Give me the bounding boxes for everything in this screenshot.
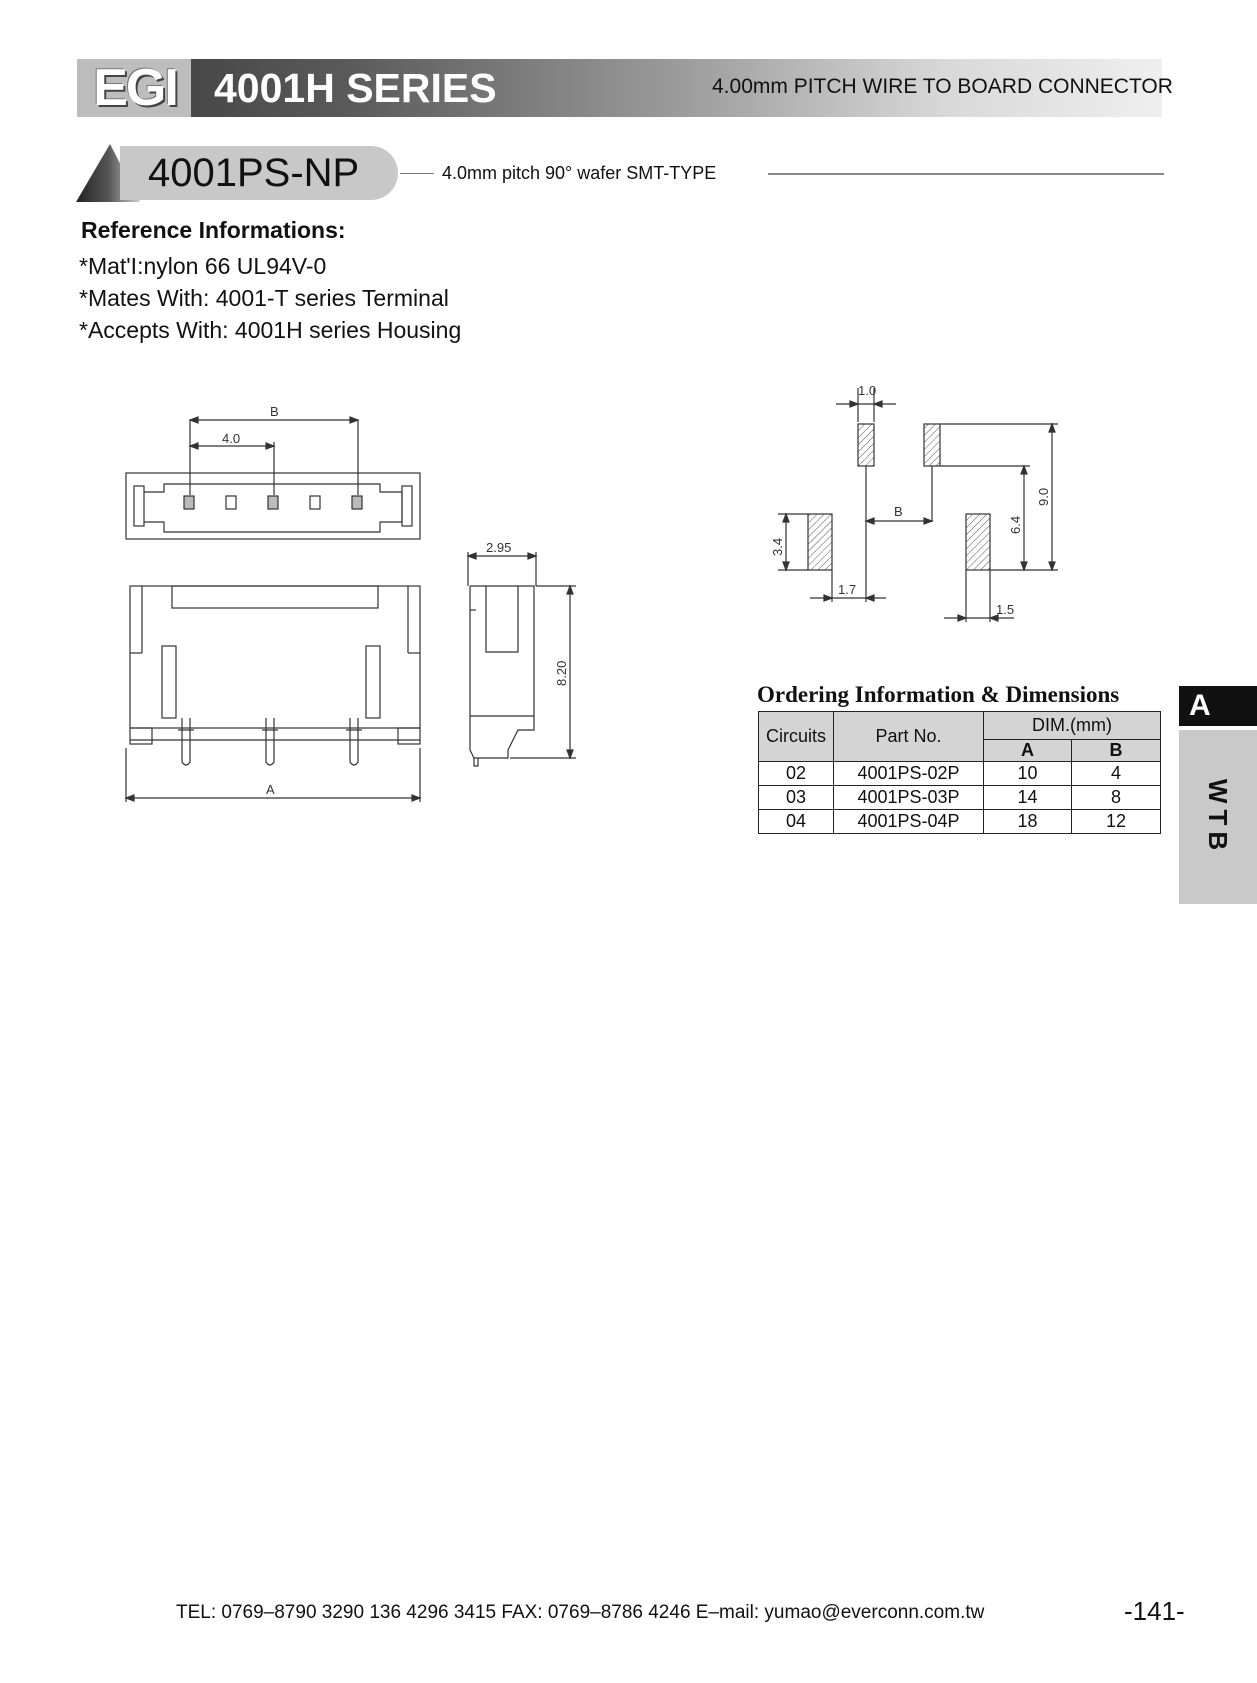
reference-heading: Reference Informations: bbox=[81, 217, 346, 243]
connector-drawing bbox=[110, 400, 610, 810]
table-row bbox=[759, 762, 1161, 786]
dim-label-pad-width-top: 1.0 bbox=[858, 383, 877, 398]
product-description: 4.0mm pitch 90° wafer SMT-TYPE bbox=[442, 163, 717, 183]
dim-label-footprint-b: B bbox=[894, 504, 903, 519]
divider-line bbox=[400, 173, 434, 174]
dim-label-pad-height: 3.4 bbox=[770, 537, 785, 556]
cell-circuits: 02 bbox=[759, 762, 834, 786]
cell-dim-b: 8 bbox=[1072, 786, 1161, 810]
header-circuits: Circuits bbox=[759, 712, 834, 762]
cell-dim-b: 12 bbox=[1072, 810, 1161, 834]
divider-line bbox=[768, 173, 1164, 175]
footer-contact: TEL: 0769–8790 3290 136 4296 3415 FAX: 0769–8786 4246 E–mail: yumao@everconn.com.tw bbox=[176, 1602, 985, 1623]
cell-dim-a: 18 bbox=[984, 810, 1072, 834]
header-part-no: Part No. bbox=[834, 712, 984, 762]
cell-dim-a: 14 bbox=[984, 786, 1072, 810]
dim-label-pitch: 4.0 bbox=[222, 431, 241, 446]
side-tab-letter: A bbox=[1179, 686, 1257, 726]
company-logo-text: EGI bbox=[93, 59, 177, 117]
ordering-heading: Ordering Information & Dimensions bbox=[757, 682, 1120, 707]
cell-circuits: 04 bbox=[759, 810, 834, 834]
dim-label-side-height: 8.20 bbox=[554, 660, 569, 686]
dim-label-a: A bbox=[266, 782, 275, 797]
side-tab-label: WTB bbox=[1203, 778, 1234, 856]
cell-part-no: 4001PS-02P bbox=[834, 762, 984, 786]
side-tab-label-wrap bbox=[1179, 730, 1257, 904]
cell-part-no: 4001PS-03P bbox=[834, 786, 984, 810]
dim-label-side-width: 2.95 bbox=[486, 540, 512, 555]
cell-dim-a: 10 bbox=[984, 762, 1072, 786]
cell-dim-b: 4 bbox=[1072, 762, 1161, 786]
reference-item-accepts: *Accepts With: 4001H series Housing bbox=[79, 317, 462, 343]
cell-part-no: 4001PS-04P bbox=[834, 810, 984, 834]
page-number: -141- bbox=[1124, 1596, 1185, 1626]
table-row bbox=[759, 786, 1161, 810]
product-code: 4001PS-NP bbox=[148, 151, 360, 195]
dim-label-pad-width-bottom: 1.5 bbox=[996, 602, 1015, 617]
reference-item-material: *Mat'I:nylon 66 UL94V-0 bbox=[79, 253, 327, 279]
header-dim-b: B bbox=[1072, 740, 1161, 762]
reference-item-mates: *Mates With: 4001-T series Terminal bbox=[79, 285, 449, 311]
pcb-footprint-drawing bbox=[760, 380, 1070, 630]
ordering-table bbox=[758, 711, 1161, 834]
cell-circuits: 03 bbox=[759, 786, 834, 810]
series-title: 4001H SERIES bbox=[214, 65, 497, 111]
header-subtitle: 4.00mm PITCH WIRE TO BOARD CONNECTOR bbox=[712, 75, 1173, 98]
dim-label-total-height: 9.0 bbox=[1036, 487, 1051, 506]
dim-label-offset: 1.7 bbox=[838, 582, 857, 597]
dim-label-inner-height: 6.4 bbox=[1008, 515, 1023, 534]
header-dim: DIM.(mm) bbox=[984, 712, 1161, 740]
table-row bbox=[759, 810, 1161, 834]
dim-label-b: B bbox=[270, 404, 279, 419]
header-dim-a: A bbox=[984, 740, 1072, 762]
